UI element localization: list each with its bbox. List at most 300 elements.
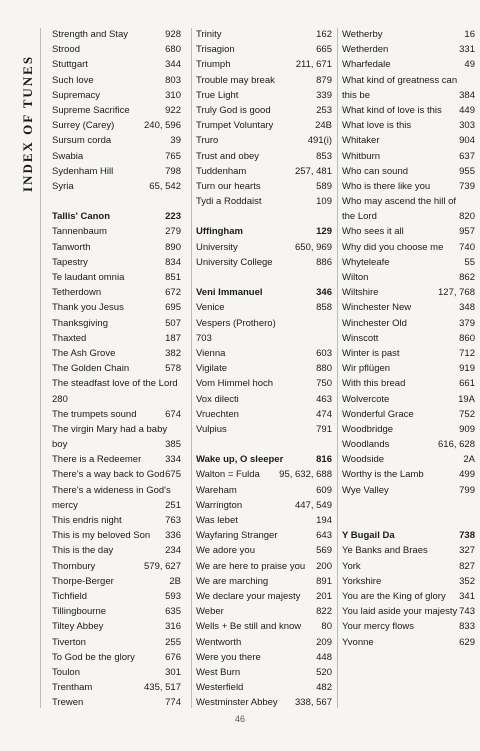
- index-entry: [342, 133, 475, 148]
- hymn-number: 957: [459, 226, 475, 238]
- index-entry: [52, 650, 181, 665]
- tune-name: Who may ascend the hill of: [342, 196, 457, 208]
- hymn-number: 127, 768: [438, 287, 475, 299]
- hymn-number: 520: [316, 666, 332, 678]
- index-entry: [342, 528, 475, 543]
- tune-name: Westminster Abbey: [196, 697, 278, 709]
- hymn-number: 569: [316, 545, 332, 557]
- index-column-1: [52, 27, 181, 710]
- index-entry: [52, 635, 181, 650]
- index-entry: [196, 133, 332, 148]
- index-entry: [342, 240, 475, 255]
- tune-name: Wareham: [196, 484, 237, 496]
- index-entry: [196, 376, 332, 391]
- index-entry: [342, 543, 475, 558]
- tune-name: boy: [52, 439, 68, 451]
- tune-name: University: [196, 241, 238, 253]
- index-entry: [52, 467, 181, 482]
- index-entry: [196, 422, 332, 437]
- hymn-number: 253: [316, 104, 332, 116]
- tune-name: There is a Redeemer: [52, 454, 142, 466]
- hymn-number: 738: [459, 530, 475, 542]
- index-entry: [196, 619, 332, 634]
- tune-name: University College: [196, 256, 273, 268]
- tune-name: There's a wideness in God's: [52, 484, 171, 496]
- tune-name: Trisagion: [196, 44, 235, 56]
- index-entry: [196, 149, 332, 164]
- index-entry: [342, 285, 475, 300]
- index-entry: [342, 194, 475, 209]
- column-divider: [337, 28, 338, 708]
- tune-name: York: [342, 560, 361, 572]
- hymn-number: 435, 517: [144, 682, 181, 694]
- tune-name: Winter is past: [342, 347, 400, 359]
- index-column-2: [196, 27, 332, 710]
- hymn-number: 834: [165, 256, 181, 268]
- index-entry: [52, 604, 181, 619]
- hymn-number: 922: [165, 104, 181, 116]
- index-entry: [196, 179, 332, 194]
- tune-name: The virgin Mary had a baby: [52, 423, 168, 435]
- tune-name: Vulpius: [196, 423, 227, 435]
- hymn-number: 24B: [315, 120, 332, 132]
- hymn-number: 382: [165, 347, 181, 359]
- tune-name: Te laudant omnia: [52, 272, 125, 283]
- index-entry: [196, 316, 332, 331]
- index-entry: [196, 574, 332, 589]
- hymn-number: 474: [316, 408, 332, 420]
- index-entry: [196, 27, 332, 42]
- index-entry: [52, 376, 181, 391]
- tune-name: 280: [52, 393, 68, 405]
- index-entry: [52, 619, 181, 634]
- hymn-number: 187: [165, 332, 181, 344]
- tune-name: Wetherby: [342, 29, 383, 40]
- index-entry: [52, 164, 181, 179]
- index-entry: [196, 604, 332, 619]
- index-entry: [52, 88, 181, 103]
- hymn-number: 19A: [458, 393, 475, 405]
- index-entry: [52, 346, 181, 361]
- index-entry: [52, 73, 181, 88]
- index-entry: [342, 149, 475, 164]
- hymn-number: 448: [316, 651, 332, 663]
- tune-name: Thank you Jesus: [52, 302, 124, 314]
- tune-name: This is the day: [52, 545, 114, 557]
- tune-name: We adore you: [196, 545, 255, 557]
- tune-name: Were you there: [196, 651, 261, 663]
- tune-name: Westerfield: [196, 682, 244, 694]
- hymn-number: 449: [459, 104, 475, 116]
- tune-name: What love is this: [342, 120, 412, 132]
- index-entry: [196, 467, 332, 482]
- index-entry: [196, 331, 332, 346]
- tune-name: Winscott: [342, 332, 379, 344]
- index-entry: [196, 452, 332, 467]
- tune-name: Tydi a Roddaist: [196, 196, 262, 208]
- index-entry: [196, 255, 332, 270]
- index-entry: [52, 285, 181, 300]
- index-entry: [52, 589, 181, 604]
- tune-name: Whyteleafe: [342, 256, 390, 268]
- hymn-number: 352: [459, 575, 475, 587]
- index-entry: [52, 42, 181, 57]
- index-entry: [52, 407, 181, 422]
- index-entry: [52, 665, 181, 680]
- index-entry: [196, 635, 332, 650]
- tune-name: Who can sound: [342, 165, 409, 177]
- index-entry: [342, 57, 475, 72]
- hymn-number: 257, 481: [295, 165, 332, 177]
- hymn-number: 348: [459, 302, 475, 314]
- index-entry: [342, 559, 475, 574]
- tune-name: Sydenham Hill: [52, 165, 114, 177]
- tune-name: this be: [342, 89, 370, 101]
- tune-name: Wiltshire: [342, 287, 379, 299]
- hymn-number: 301: [165, 666, 181, 678]
- tune-name: Truly God is good: [196, 104, 271, 116]
- index-entry: [342, 73, 475, 88]
- hymn-number: 251: [165, 499, 181, 511]
- tune-name: The Ash Grove: [52, 347, 116, 359]
- tune-name: Wonderful Grace: [342, 408, 414, 420]
- hymn-number: 616, 628: [438, 439, 475, 451]
- tune-name: To God be the glory: [52, 651, 135, 663]
- tune-name: Woodbridge: [342, 423, 394, 435]
- hymn-number: 65, 542: [149, 180, 181, 192]
- hymn-number: 211, 671: [295, 59, 332, 71]
- tune-name: Woodlands: [342, 439, 390, 451]
- index-entry: [342, 407, 475, 422]
- index-entry: [196, 103, 332, 118]
- index-entry: [196, 42, 332, 57]
- tune-name: the Lord: [342, 211, 377, 223]
- tune-name: Y Bugail Da: [342, 530, 395, 542]
- hymn-number: 234: [165, 545, 181, 557]
- index-entry: [52, 194, 181, 209]
- hymn-number: 919: [459, 363, 475, 375]
- index-entry: [342, 452, 475, 467]
- hymn-number: 16: [464, 29, 475, 40]
- hymn-number: 886: [316, 256, 332, 268]
- index-entry: [52, 361, 181, 376]
- hymn-number: 820: [459, 211, 475, 223]
- tune-name: Trinity: [196, 29, 222, 40]
- hymn-number: 798: [165, 165, 181, 177]
- hymn-number: 763: [165, 515, 181, 526]
- hymn-number: 816: [316, 454, 332, 466]
- index-entry: [342, 270, 475, 285]
- index-entry: [342, 361, 475, 376]
- hymn-number: 201: [316, 590, 332, 602]
- hymn-number: 822: [316, 606, 332, 618]
- tune-name: Trouble may break: [196, 74, 275, 86]
- tune-name: Wetherden: [342, 44, 389, 56]
- hymn-number: 880: [316, 363, 332, 375]
- hymn-number: 578: [165, 363, 181, 375]
- index-entry: [196, 665, 332, 680]
- hymn-number: 650, 969: [295, 241, 332, 253]
- tune-name: Yorkshire: [342, 575, 382, 587]
- index-entry: [196, 528, 332, 543]
- index-entry: [342, 255, 475, 270]
- hymn-number: 695: [165, 302, 181, 314]
- index-entry: [196, 73, 332, 88]
- hymn-number: 609: [316, 484, 332, 496]
- tune-name: We are here to praise you: [196, 560, 306, 572]
- hymn-number: 858: [316, 302, 332, 314]
- hymn-number: 680: [165, 44, 181, 56]
- hymn-number: 162: [316, 29, 332, 40]
- hymn-number: 579, 627: [144, 560, 181, 572]
- hymn-number: 904: [459, 135, 475, 147]
- tune-name: Tanworth: [52, 241, 91, 253]
- hymn-number: 327: [459, 545, 475, 557]
- index-entry: [196, 483, 332, 498]
- tune-name: Thornbury: [52, 560, 96, 572]
- side-title: [6, 32, 35, 192]
- hymn-number: 338, 567: [295, 697, 332, 709]
- hymn-number: 49: [464, 59, 475, 71]
- tune-name: Tallis' Canon: [52, 211, 111, 223]
- tune-name: Supreme Sacrifice: [52, 104, 130, 116]
- hymn-number: 2A: [463, 454, 475, 466]
- hymn-number: 223: [165, 211, 181, 223]
- hymn-number: 629: [459, 636, 475, 648]
- hymn-number: 240, 596: [144, 120, 181, 132]
- hymn-number: 39: [170, 135, 181, 147]
- index-entry: [342, 118, 475, 133]
- tune-name: Weber: [196, 606, 224, 618]
- index-entry: [342, 88, 475, 103]
- tune-name: Wir pflügen: [342, 363, 391, 375]
- hymn-number: 379: [459, 317, 475, 329]
- index-entry: [342, 331, 475, 346]
- tune-name: This is my beloved Son: [52, 530, 151, 542]
- hymn-number: 589: [316, 180, 332, 192]
- tune-name: Woodside: [342, 454, 385, 466]
- hymn-number: 955: [459, 165, 475, 177]
- hymn-number: 765: [165, 150, 181, 162]
- tune-name: Sursum corda: [52, 135, 112, 147]
- index-entry: [196, 680, 332, 695]
- tune-name: Winchester Old: [342, 317, 407, 329]
- index-entry: [196, 437, 332, 452]
- tune-name: Syria: [52, 180, 74, 192]
- index-entry: [342, 513, 475, 528]
- tune-name: Such love: [52, 74, 94, 86]
- tune-name: Wye Valley: [342, 484, 389, 496]
- hymn-number: 891: [316, 575, 332, 587]
- index-entry: [196, 240, 332, 255]
- tune-name: Stuttgart: [52, 59, 88, 71]
- tune-name: With this bread: [342, 378, 406, 390]
- hymn-number: 341: [459, 590, 475, 602]
- index-entry: [52, 483, 181, 498]
- tune-name: Thaxted: [52, 332, 87, 344]
- hymn-number: 331: [459, 44, 475, 56]
- hymn-number: 827: [459, 560, 475, 572]
- tune-name: Wolvercote: [342, 393, 390, 405]
- index-entry: [342, 483, 475, 498]
- tune-name: The steadfast love of the Lord: [52, 378, 178, 390]
- index-entry: [342, 392, 475, 407]
- tune-name: We are marching: [196, 575, 269, 587]
- tune-name: Toulon: [52, 666, 80, 678]
- index-entry: [342, 604, 475, 619]
- tune-name: Yvonne: [342, 636, 374, 648]
- hymn-number: 129: [316, 226, 332, 238]
- tune-name: Thorpe-Berger: [52, 575, 114, 587]
- tune-name: Wake up, O sleeper: [196, 454, 284, 466]
- index-entry: [52, 316, 181, 331]
- tune-name: Wharfedale: [342, 59, 391, 71]
- index-entry: [196, 285, 332, 300]
- index-entry: [52, 300, 181, 315]
- index-entry: [196, 270, 332, 285]
- index-entry: [342, 589, 475, 604]
- tune-name: Whitaker: [342, 135, 380, 147]
- tune-name: 703: [196, 332, 212, 344]
- tune-name: The Golden Chain: [52, 363, 130, 375]
- index-entry: [196, 209, 332, 224]
- tune-name: Who is there like you: [342, 180, 431, 192]
- hymn-number: 109: [316, 196, 332, 208]
- hymn-number: 750: [316, 378, 332, 390]
- index-entry: [52, 118, 181, 133]
- tune-name: Surrey (Carey): [52, 120, 115, 132]
- hymn-number: 95, 632, 688: [279, 469, 332, 481]
- tune-name: Strood: [52, 44, 80, 56]
- hymn-number: 862: [459, 272, 475, 283]
- hymn-number: 447, 549: [295, 499, 332, 511]
- index-entry: [52, 224, 181, 239]
- index-entry: [196, 392, 332, 407]
- index-entry: [52, 513, 181, 528]
- tune-name: Trust and obey: [196, 150, 260, 162]
- tune-name: Wayfaring Stranger: [196, 530, 278, 542]
- index-entry: [196, 513, 332, 528]
- tune-name: Tapestry: [52, 256, 88, 268]
- index-entry: [342, 422, 475, 437]
- hymn-number: 255: [165, 636, 181, 648]
- index-entry: [52, 543, 181, 558]
- tune-name: mercy: [52, 499, 78, 511]
- tune-name: You are the King of glory: [342, 590, 446, 602]
- tune-name: Tiverton: [52, 636, 86, 648]
- index-entry: [196, 118, 332, 133]
- index-entry: [52, 574, 181, 589]
- index-entry: [52, 133, 181, 148]
- hymn-number: 491(i): [307, 135, 332, 147]
- hymn-number: 833: [459, 621, 475, 633]
- hymn-number: 55: [464, 256, 475, 268]
- tune-name: Why did you choose me: [342, 241, 444, 253]
- hymn-number: 791: [316, 423, 332, 435]
- hymn-number: 799: [459, 484, 475, 496]
- hymn-number: 643: [316, 530, 332, 542]
- hymn-number: 879: [316, 74, 332, 86]
- hymn-number: 303: [459, 120, 475, 132]
- tune-name: Veni Immanuel: [196, 287, 263, 299]
- tune-name: Winchester New: [342, 302, 412, 314]
- hymn-number: 310: [165, 89, 181, 101]
- hymn-number: 316: [165, 621, 181, 633]
- index-entry: [342, 376, 475, 391]
- tune-name: Triumph: [196, 59, 231, 71]
- index-entry: [52, 27, 181, 42]
- tune-name: The trumpets sound: [52, 408, 137, 420]
- index-entry: [52, 209, 181, 224]
- hymn-number: 774: [165, 697, 181, 709]
- tune-name: Tiltey Abbey: [52, 621, 104, 633]
- tune-name: Strength and Stay: [52, 29, 129, 40]
- tune-name: Whitburn: [342, 150, 381, 162]
- index-entry: [342, 42, 475, 57]
- index-entry: [342, 316, 475, 331]
- hymn-number: 2B: [169, 575, 181, 587]
- index-entry: [52, 255, 181, 270]
- hymn-number: 661: [459, 378, 475, 390]
- hymn-number: 336: [165, 530, 181, 542]
- index-entry: [52, 437, 181, 452]
- hymn-number: 635: [165, 606, 181, 618]
- hymn-number: 499: [459, 469, 475, 481]
- hymn-number: 909: [459, 423, 475, 435]
- index-entry: [52, 392, 181, 407]
- index-entry: [342, 300, 475, 315]
- index-entry: [196, 164, 332, 179]
- tune-name: Vom Himmel hoch: [196, 378, 274, 390]
- index-entry: [342, 164, 475, 179]
- index-entry: [196, 559, 332, 574]
- tune-name: Tannenbaum: [52, 226, 107, 238]
- index-entry: [52, 559, 181, 574]
- tune-name: Trewen: [52, 697, 84, 709]
- tune-name: Wilton: [342, 272, 369, 283]
- index-entry: [52, 422, 181, 437]
- index-entry: [52, 498, 181, 513]
- hymn-number: 675: [165, 469, 181, 481]
- tune-name: Warrington: [196, 499, 243, 511]
- tune-name: Vienna: [196, 347, 226, 359]
- tune-name: Trentham: [52, 682, 93, 694]
- index-entry: [342, 224, 475, 239]
- tune-name: Truro: [196, 135, 219, 147]
- page-number: 46: [234, 714, 245, 724]
- tune-name: Swabia: [52, 150, 84, 162]
- tune-name: Ye Banks and Braes: [342, 545, 428, 557]
- tune-name: Trumpet Voluntary: [196, 120, 274, 132]
- tune-name: Your mercy flows: [342, 621, 414, 633]
- index-entry: [342, 467, 475, 482]
- index-entry: [196, 346, 332, 361]
- hymn-number: 344: [165, 59, 181, 71]
- hymn-number: 279: [165, 226, 181, 238]
- tune-name: Vruechten: [196, 408, 239, 420]
- tune-name: True Light: [196, 89, 239, 101]
- tune-name: Wentworth: [196, 636, 242, 648]
- hymn-number: 80: [321, 621, 332, 633]
- hymn-number: 463: [316, 393, 332, 405]
- index-entry: [196, 361, 332, 376]
- hymn-number: 482: [316, 682, 332, 694]
- index-entry: [196, 88, 332, 103]
- tune-name: Thanksgiving: [52, 317, 108, 329]
- hymn-number: 860: [459, 332, 475, 344]
- hymn-number: 665: [316, 44, 332, 56]
- hymn-number: 339: [316, 89, 332, 101]
